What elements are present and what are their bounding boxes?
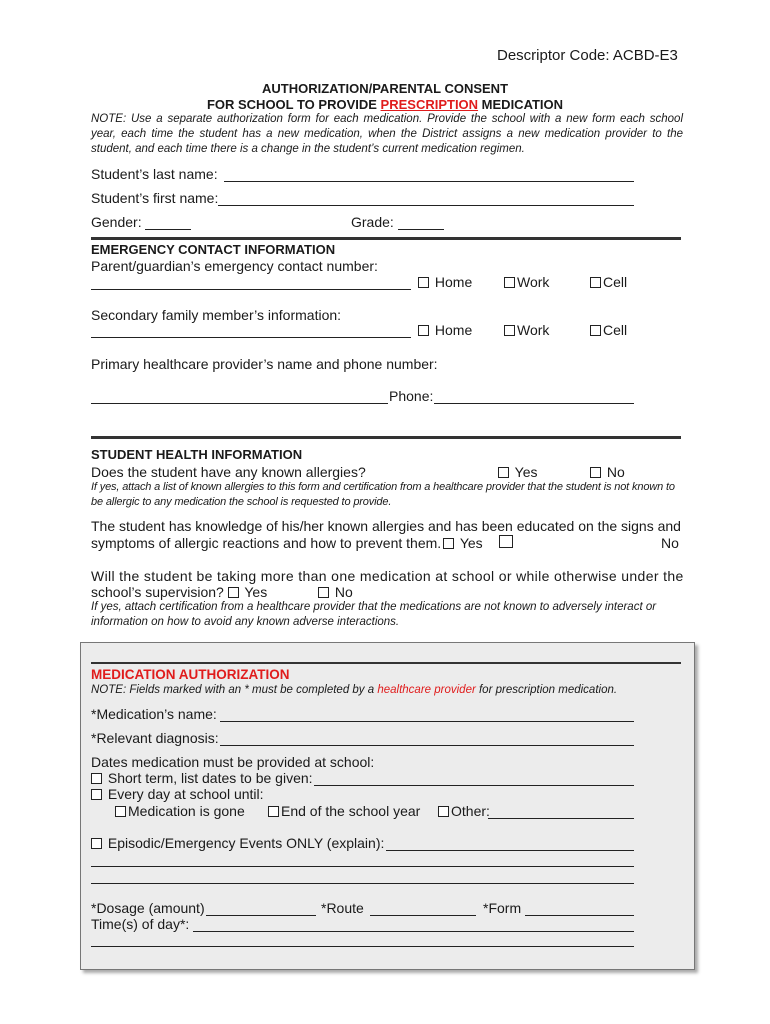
checkbox[interactable]: [590, 277, 601, 288]
short-term-label: Short term, list dates to be given:: [107, 770, 313, 786]
checkbox[interactable]: [91, 838, 102, 849]
form-field[interactable]: [525, 915, 634, 916]
checkbox[interactable]: [418, 325, 429, 336]
checkbox[interactable]: [318, 587, 329, 598]
note-post: for prescription medication.: [475, 684, 618, 696]
episodic-field-1[interactable]: [386, 850, 634, 851]
knowledge-no-checkbox[interactable]: [499, 535, 513, 551]
home-label: Home: [434, 274, 473, 290]
checkbox[interactable]: [498, 467, 509, 478]
no-label: No: [334, 584, 353, 600]
multiple-med-note: If yes, attach certification from a healthcare provider that the medications are not known to adversely interact or information on how to avoid any known adverse interactions.: [91, 601, 657, 628]
knowledge-no-label: No: [661, 535, 679, 551]
home-label: Home: [434, 322, 473, 338]
route-label: *Route: [321, 900, 364, 916]
episodic-field-2[interactable]: [91, 866, 634, 867]
last-name-field[interactable]: [224, 181, 634, 182]
checkbox[interactable]: [418, 277, 429, 288]
episodic-field-3[interactable]: [91, 883, 634, 884]
episodic-option[interactable]: [91, 835, 384, 851]
secondary-cell-option[interactable]: [590, 322, 627, 338]
grade-field[interactable]: [398, 229, 444, 230]
dosage-field[interactable]: [206, 915, 316, 916]
checkbox[interactable]: [438, 806, 449, 817]
first-name-label: Student’s first name:: [91, 190, 219, 206]
note-healthcare-provider: healthcare provider: [377, 684, 476, 696]
health-heading: STUDENT HEALTH INFORMATION: [91, 447, 303, 462]
episodic-label: Episodic/Emergency Events ONLY (explain):: [107, 835, 385, 851]
note-pre: NOTE: Fields marked with an * must be completed by a: [91, 684, 378, 696]
gender-label: Gender:: [91, 214, 142, 230]
form-title-line2: [0, 97, 770, 112]
knowledge-text: symptoms of allergic reactions and how to prevent them.: [91, 535, 442, 551]
checkbox[interactable]: [115, 806, 126, 817]
medication-heading: MEDICATION AUTHORIZATION: [91, 667, 290, 682]
parent-work-option[interactable]: [504, 274, 549, 290]
medication-name-label: *Medication’s name:: [91, 706, 217, 722]
dosage-label: *Dosage (amount): [91, 900, 205, 916]
time-of-day-label: Time(s) of day*:: [91, 916, 190, 932]
end-label: End of the school year: [281, 803, 421, 819]
emergency-heading: EMERGENCY CONTACT INFORMATION: [91, 242, 336, 257]
checkbox[interactable]: [443, 538, 454, 549]
allergies-no-option[interactable]: [590, 464, 625, 480]
diagnosis-field[interactable]: [220, 745, 634, 746]
form-label: *Form: [483, 900, 522, 916]
work-label: Work: [517, 274, 550, 290]
section-divider: [91, 436, 681, 439]
yes-label: Yes: [459, 535, 483, 551]
medication-top-rule: [91, 662, 681, 664]
multiple-med-text: school’s supervision?: [91, 584, 224, 600]
time-of-day-field[interactable]: [193, 931, 634, 932]
title-pre: FOR SCHOOL TO PROVIDE: [206, 97, 381, 112]
provider-phone-field[interactable]: [434, 403, 634, 404]
checkbox[interactable]: [228, 587, 239, 598]
route-field[interactable]: [370, 915, 476, 916]
parent-contact-label: Parent/guardian’s emergency contact number:: [91, 258, 378, 274]
dates-label: Dates medication must be provided at school:: [91, 754, 375, 770]
yes-label: Yes: [244, 584, 268, 600]
no-label: No: [606, 464, 625, 480]
parent-contact-field[interactable]: [91, 289, 411, 290]
checkbox[interactable]: [268, 806, 279, 817]
other-option[interactable]: [438, 803, 490, 819]
descriptor-code: Descriptor Code: ACBD-E3: [497, 47, 678, 64]
medication-name-field[interactable]: [220, 721, 634, 722]
work-label: Work: [517, 322, 550, 338]
medication-note: [91, 683, 617, 698]
checkbox[interactable]: [590, 467, 601, 478]
knowledge-line1: The student has knowledge of his/her known allergies and has been educated on the signs and: [91, 518, 681, 534]
other-label: Other:: [451, 803, 490, 819]
cell-label: Cell: [603, 274, 628, 290]
multiple-med-line1: Will the student be taking more than one medication at school or while otherwise under the: [91, 568, 684, 584]
checkbox[interactable]: [504, 325, 515, 336]
multiple-med-line2: [91, 584, 267, 600]
secondary-work-option[interactable]: [504, 322, 549, 338]
title-prescription: PRESCRIPTION: [380, 97, 479, 112]
allergies-question: Does the student have any known allergies?: [91, 464, 366, 480]
end-of-year-option[interactable]: [268, 803, 420, 819]
checkbox[interactable]: [590, 325, 601, 336]
knowledge-line2: [91, 535, 483, 551]
form-title-line1: AUTHORIZATION/PARENTAL CONSENT: [261, 81, 509, 96]
short-term-field[interactable]: [314, 785, 634, 786]
every-day-option[interactable]: [91, 786, 264, 802]
parent-cell-option[interactable]: [590, 274, 627, 290]
cell-label: Cell: [603, 322, 628, 338]
diagnosis-label: *Relevant diagnosis:: [91, 730, 219, 746]
title-post: MEDICATION: [478, 97, 564, 112]
allergies-yes-option[interactable]: [498, 464, 537, 480]
time-of-day-field-2[interactable]: [91, 946, 634, 947]
secondary-contact-label: Secondary family member’s information:: [91, 307, 342, 323]
secondary-home-option[interactable]: [418, 322, 472, 338]
yes-label: Yes: [514, 464, 538, 480]
gone-label: Medication is gone: [128, 803, 245, 819]
allergies-note: If yes, attach a list of known allergies to this form and certification from a healthcare provider that the student is not known to be allergic to any medication the school is requested to provide.: [91, 481, 675, 508]
multiple-med-no-option[interactable]: [318, 584, 353, 600]
every-day-label: Every day at school until:: [107, 786, 264, 802]
secondary-contact-field[interactable]: [91, 337, 411, 338]
checkbox[interactable]: [91, 773, 102, 784]
provider-label: Primary healthcare provider’s name and phone number:: [91, 356, 438, 372]
short-term-option[interactable]: [91, 770, 313, 786]
checkbox[interactable]: [504, 277, 515, 288]
provider-name-field[interactable]: [91, 403, 388, 404]
parent-home-option[interactable]: [418, 274, 472, 290]
phone-label: Phone:: [389, 388, 434, 404]
form-note: NOTE: Use a separate authorization form for each medication. Provide the school with a new form each school year, each time the student has a new medication, when the District assigns a new medication provider to the student, and each time there is a change in the student’s current medication regimen.: [91, 113, 683, 155]
section-divider: [91, 237, 681, 240]
other-field[interactable]: [488, 818, 634, 819]
checkbox[interactable]: [91, 789, 102, 800]
medication-gone-option[interactable]: [115, 803, 245, 819]
last-name-label: Student’s last name:: [91, 166, 218, 182]
first-name-field[interactable]: [218, 205, 634, 206]
grade-label: Grade:: [351, 214, 394, 230]
gender-field[interactable]: [145, 229, 191, 230]
